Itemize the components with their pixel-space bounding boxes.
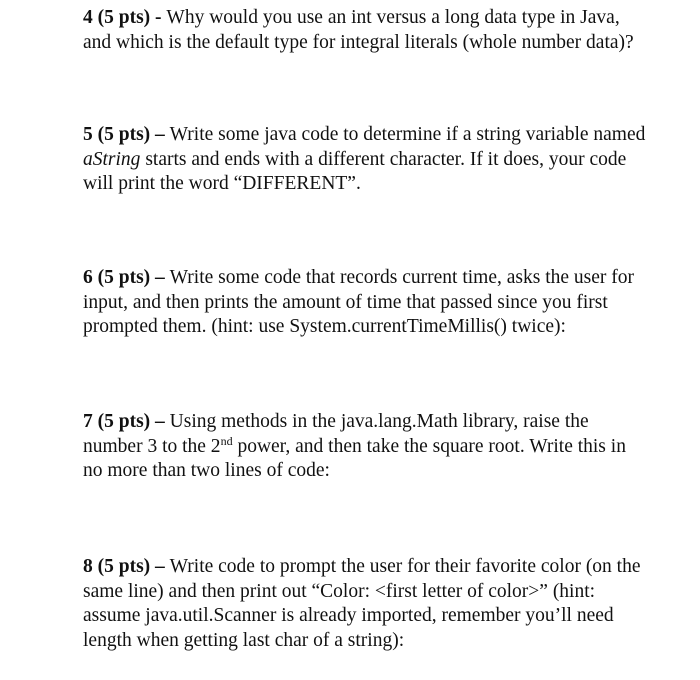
variable-name: aString bbox=[83, 148, 141, 170]
question-5 bbox=[83, 123, 683, 197]
question-7-line-1: 7 (5 pts) – Using methods in the java.lang.Math library, raise the bbox=[83, 411, 589, 432]
question-6 bbox=[83, 266, 683, 340]
question-4-line-2: and which is the default type for integral literals (whole number data)? bbox=[83, 31, 634, 53]
question-6-line-3: prompted them. (hint: use System.currentTimeMillis() twice): bbox=[83, 316, 566, 337]
question-7-line-2: number 3 to the 2nd power, and then take the square root. Write this in bbox=[83, 433, 626, 457]
question-8-line-4: length when getting last char of a string): bbox=[83, 629, 405, 651]
question-8-heading: 8 (5 pts) – bbox=[83, 556, 170, 577]
question-6-line-2: input, and then prints the amount of time that passed since you first bbox=[83, 291, 608, 313]
question-8-line-3: assume java.util.Scanner is already imported, remember you’ll need bbox=[83, 605, 614, 626]
question-6-line-1: 6 (5 pts) – Write some code that records current time, asks the user for bbox=[83, 267, 635, 288]
question-5-line-2: aString starts and ends with a different character. If it does, your code bbox=[83, 148, 627, 170]
question-4 bbox=[83, 6, 683, 55]
ordinal-superscript: nd bbox=[220, 433, 233, 448]
question-7-heading: 7 (5 pts) – bbox=[83, 411, 170, 432]
question-6-heading: 6 (5 pts) – bbox=[83, 267, 170, 288]
question-7 bbox=[83, 410, 683, 484]
question-5-line-3: will print the word “DIFFERENT”. bbox=[83, 173, 361, 194]
question-8 bbox=[83, 555, 683, 653]
question-4-heading: 4 (5 pts) - bbox=[83, 7, 167, 28]
question-4-line-1: 4 (5 pts) - Why would you use an int versus a long data type in Java, bbox=[83, 7, 620, 28]
question-8-line-2: same line) and then print out “Color: <first letter of color>” (hint: bbox=[83, 580, 596, 602]
question-8-line-1: 8 (5 pts) – Write code to prompt the user for their favorite color (on the bbox=[83, 556, 641, 577]
question-5-heading: 5 (5 pts) – bbox=[83, 124, 170, 145]
question-5-line-1: 5 (5 pts) – Write some java code to determine if a string variable named bbox=[83, 124, 646, 145]
question-7-line-3: no more than two lines of code: bbox=[83, 460, 330, 481]
